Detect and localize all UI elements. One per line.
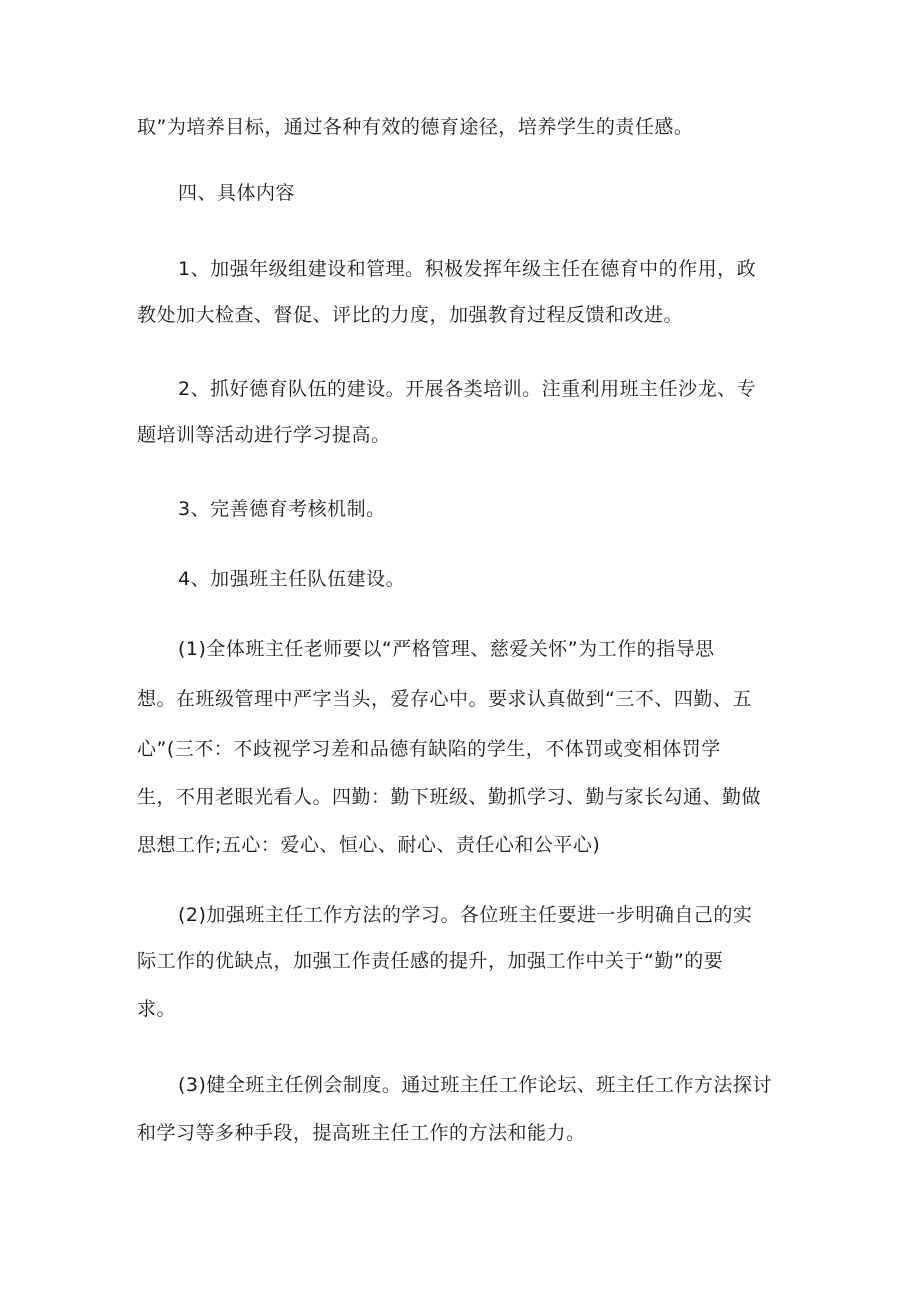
paragraph-line: 心”(三不：不歧视学习差和品德有缺陷的学生，不体罚或变相体罚学 <box>137 738 721 760</box>
paragraph-line: 1、加强年级组建设和管理。积极发挥年级主任在德育中的作用，政 <box>178 258 757 280</box>
paragraph-line: 生，不用老眼光看人。四勤：勤下班级、勤抓学习、勤与家长勾通、勤做 <box>137 786 762 808</box>
paragraph-line: (2)加强班主任工作方法的学习。各位班主任要进一步明确自己的实 <box>178 904 753 926</box>
paragraph-line: 求。 <box>137 998 177 1020</box>
paragraph-line: 4、加强班主任队伍建设。 <box>178 568 406 590</box>
paragraph-line: (1)全体班主任老师要以“严格管理、慈爱关怀”为工作的指导思 <box>178 638 715 660</box>
paragraph-line: 想。在班级管理中严字当头，爱存心中。要求认真做到“三不、四勤、五 <box>137 688 752 710</box>
section-heading: 四、具体内容 <box>178 182 296 204</box>
paragraph-line: 思想工作;五心：爱心、恒心、耐心、责任心和公平心) <box>137 834 601 856</box>
paragraph-line: 和学习等多种手段，提高班主任工作的方法和能力。 <box>137 1122 586 1144</box>
paragraph-line: 教处加大检查、督促、评比的力度，加强教育过程反馈和改进。 <box>137 304 684 326</box>
paragraph-line: 取”为培养目标，通过各种有效的德育途径，培养学生的责任感。 <box>137 116 694 138</box>
paragraph-line: 2、抓好德育队伍的建设。开展各类培训。注重利用班主任沙龙、专 <box>178 378 757 400</box>
paragraph-line: 题培训等活动进行学习提高。 <box>137 424 391 446</box>
paragraph-line: (3)健全班主任例会制度。通过班主任工作论坛、班主任工作方法探讨 <box>178 1074 772 1096</box>
paragraph-line: 3、完善德育考核机制。 <box>178 498 386 520</box>
paragraph-line: 际工作的优缺点，加强工作责任感的提升，加强工作中关于“勤”的要 <box>137 950 724 972</box>
